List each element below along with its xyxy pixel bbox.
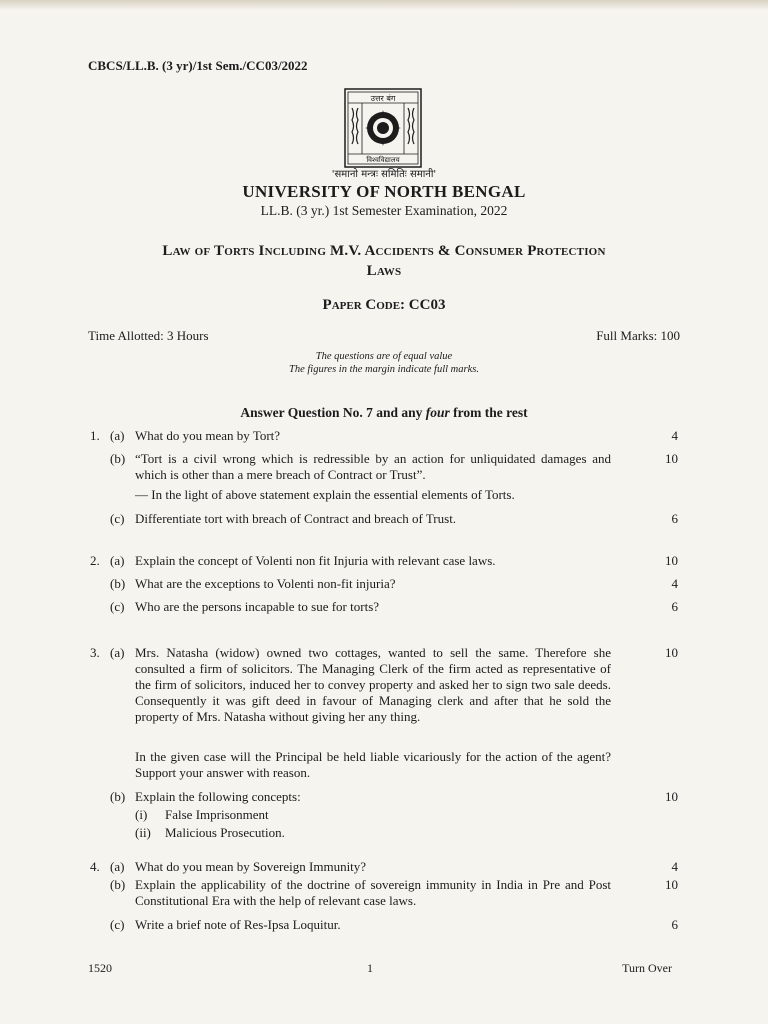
part-label: (a) [110,645,125,660]
question-number: 4. [90,859,100,874]
paper-identifier: CBCS/LL.B. (3 yr)/1st Sem./CC03/2022 [88,58,308,73]
part-label: (a) [110,553,125,568]
marks: 6 [671,511,678,526]
question-text: What are the exceptions to Volenti non-fit injuria? [135,576,396,591]
part-label: (a) [110,428,125,443]
question-text: Explain the following concepts: [135,789,301,804]
part-label: (c) [110,917,125,932]
emblem-top-text: उत्तर बंग [370,94,396,103]
question-text: Who are the persons incapable to sue for torts? [135,599,380,614]
note-equal-value: The questions are of equal value [315,351,453,362]
time-allotted: Time Allotted: 3 Hours [88,328,209,343]
full-marks: Full Marks: 100 [596,328,680,343]
question-text: Mrs. Natasha (widow) owned two cottages, wanted to sell the same. Therefore she consulted a firm of solicitors. The Managing Clerk of the firm acted as representative of the firm of solicitors, induced her to convey property and asked her to sign two sale deeds. Consequently it was gift deed in favour of Managing clerk and after that he sold the property of Mrs. Natasha without giving her any thing. [135,645,611,724]
page-edge [0,0,768,10]
marks: 10 [665,553,678,568]
subject-title [100,241,668,281]
marks: 10 [665,789,678,804]
turn-over: Turn Over [622,961,672,975]
question-text: What do you mean by Sovereign Immunity? [135,859,367,874]
sub-part-text: False Imprisonment [165,807,269,822]
part-label: (b) [110,451,126,466]
marks: 6 [671,599,678,614]
part-label: (b) [110,576,126,591]
subject-line-2: Laws [366,263,402,279]
question-text: Explain the concept of Volenti non fit Injuria with relevant case laws. [135,553,496,568]
marks: 10 [665,877,678,892]
marks: 6 [671,917,678,932]
university-name: UNIVERSITY OF NORTH BENGAL [242,182,526,201]
question-text: — In the light of above statement explain the essential elements of Torts. [135,487,515,502]
question-number: 1. [90,428,100,443]
marks: 10 [665,451,678,466]
instruction-emphasis: four [425,405,450,420]
motto: 'समानो मन्त्रः समितिः समानी' [331,169,437,180]
sub-part-label: (i) [135,807,148,822]
footer-code: 1520 [88,961,112,975]
question-text: Explain the applicability of the doctrine of sovereign immunity in India in Pre and Post Constitutional Era with the help of relevant case laws. [135,877,611,908]
sub-part-label: (ii) [135,825,151,840]
question-number: 2. [90,553,100,568]
exam-title: LL.B. (3 yr.) 1st Semester Examination, 2022 [260,203,508,218]
question-text: Differentiate tort with breach of Contract and breach of Trust. [135,511,457,526]
question-number: 3. [90,645,100,660]
question-text: Write a brief note of Res-Ipsa Loquitur. [135,917,341,932]
paper-code: Paper Code: CC03 [322,297,446,313]
marks: 4 [671,576,678,591]
part-label: (b) [110,877,126,892]
page-number: 1 [367,961,373,975]
instruction-text-a: Answer Question No. 7 and any [240,405,426,420]
part-label: (b) [110,789,126,804]
university-emblem [344,88,422,168]
part-label: (a) [110,859,125,874]
question-text: What do you mean by Tort? [135,428,281,443]
subject-line-1: Law of Torts Including M.V. Accidents & Consumer Protection [162,243,606,259]
question-text: In the given case will the Principal be held liable vicariously for the action of the agent? Support your answer with reason. [135,749,611,780]
exam-notes [0,350,768,376]
part-label: (c) [110,511,125,526]
marks: 10 [665,645,678,660]
marks: 4 [671,428,678,443]
instruction-text-c: from the rest [449,405,528,420]
sub-part-text: Malicious Prosecution. [165,825,285,840]
part-label: (c) [110,599,125,614]
answer-instruction [0,405,768,421]
marks: 4 [671,859,678,874]
emblem-bottom-text: विश्वविद्यालय [366,156,400,164]
note-margin-marks: The figures in the margin indicate full marks. [289,364,479,375]
question-text: “Tort is a civil wrong which is redressible by an action for unliquidated damages and which is other than a mere breach of Contract or Trust”. [135,451,611,482]
